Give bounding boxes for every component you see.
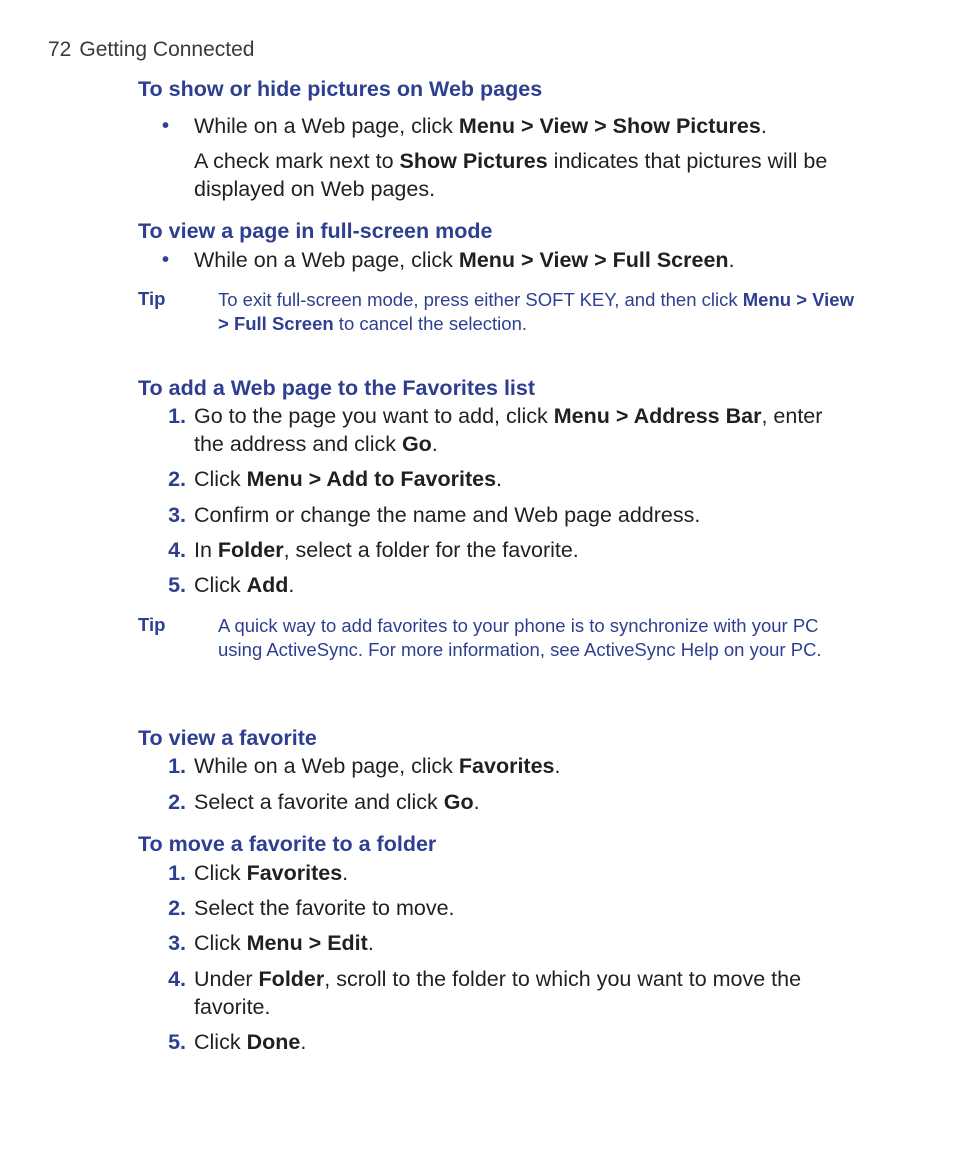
list-item: 1. Go to the page you want to add, click Menu > Address Bar, enter the address and click Go. — [194, 402, 844, 458]
list-item: 5. Click Add. — [194, 571, 844, 599]
running-head — [48, 38, 254, 62]
option-name: Show Pictures — [399, 149, 548, 173]
tip-label: Tip — [138, 614, 166, 635]
heading-move-favorite: To move a favorite to a folder — [138, 832, 437, 856]
step-number: 1. — [168, 861, 186, 885]
list-item: 2. Click Menu > Add to Favorites. — [194, 465, 844, 493]
menu-path: Menu > View > Full Screen — [458, 248, 729, 272]
heading-add-favorite: To add a Web page to the Favorites list — [138, 376, 536, 400]
bullet-marker: • — [162, 249, 170, 271]
step-number: 5. — [168, 1030, 186, 1054]
step-number: 2. — [168, 896, 186, 920]
note-paragraph: A check mark next to Show Pictures indicates that pictures will be displayed on Web pages. — [194, 149, 828, 201]
heading-show-hide-pictures: To show or hide pictures on Web pages — [138, 77, 543, 101]
list-item: 3. Click Menu > Edit. — [194, 929, 844, 957]
heading-view-favorite: To view a favorite — [138, 726, 317, 750]
list-item: 1. While on a Web page, click Favorites. — [194, 752, 844, 780]
list-item: 4. Under Folder, scroll to the folder to which you want to move the favorite. — [194, 965, 844, 1021]
tip-text: A quick way to add favorites to your phone is to synchronize with your PC using ActiveSync. For more information, see ActiveSync Help on your PC. — [218, 615, 822, 660]
list-item: 2. Select the favorite to move. — [194, 894, 844, 922]
step-number: 4. — [168, 538, 186, 562]
step-number: 3. — [168, 503, 186, 527]
tip-text: To exit full-screen mode, press either SOFT KEY, and then click Menu > View > Full Screen to cancel the selection. — [218, 289, 854, 334]
bullet-item: • While on a Web page, click Menu > View > Full Screen. — [162, 248, 735, 272]
list-item: 5. Click Done. — [194, 1028, 844, 1056]
list-item: 1. Click Favorites. — [194, 859, 844, 887]
step-number: 3. — [168, 931, 186, 955]
bullet-item: • While on a Web page, click Menu > View > Show Pictures. — [162, 114, 767, 138]
menu-path: Menu > View > Show Pictures — [458, 114, 761, 138]
step-number: 1. — [168, 754, 186, 778]
bullet-marker: • — [162, 115, 170, 137]
list-item: 4. In Folder, select a folder for the favorite. — [194, 536, 844, 564]
heading-full-screen: To view a page in full-screen mode — [138, 219, 493, 243]
tip-label: Tip — [138, 288, 166, 309]
step-number: 2. — [168, 790, 186, 814]
list-item: 3. Confirm or change the name and Web page address. — [194, 501, 844, 529]
section-title: Getting Connected — [79, 38, 255, 61]
step-number: 2. — [168, 467, 186, 491]
step-number: 4. — [168, 967, 186, 991]
step-number: 1. — [168, 404, 186, 428]
list-item: 2. Select a favorite and click Go. — [194, 788, 844, 816]
page-number: 72 — [48, 38, 72, 61]
step-number: 5. — [168, 573, 186, 597]
